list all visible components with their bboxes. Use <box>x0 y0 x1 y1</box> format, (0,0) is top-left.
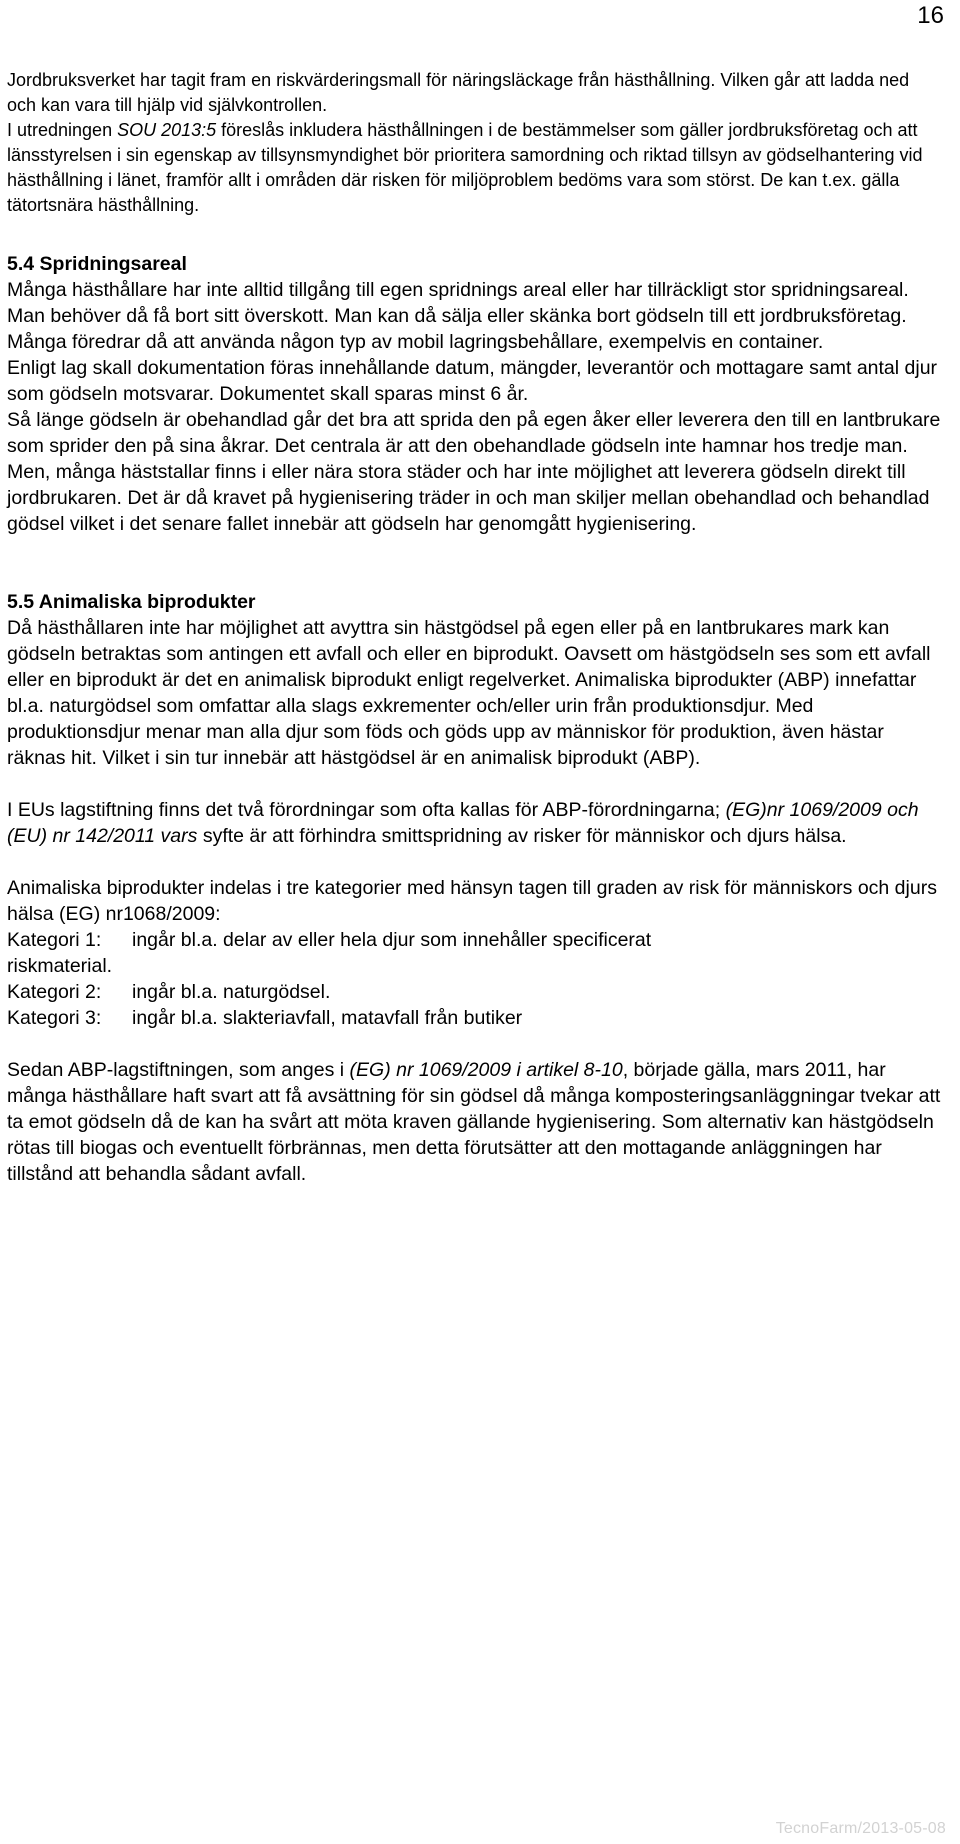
section-spridningsareal <box>7 251 942 537</box>
category-row <box>7 979 942 1005</box>
article-reference: (EG) nr 1069/2009 i artikel 8-10 <box>349 1059 623 1081</box>
category-text: ingår bl.a. naturgödsel. <box>132 981 331 1003</box>
biprodukter-paragraph-2-text-b: syfte är att förhindra smittspridning av risker för människor och djurs hälsa. <box>197 825 847 847</box>
section-heading-5-4: 5.4 Spridningsareal <box>7 253 187 275</box>
biprodukter-paragraph-4-text-a: Sedan ABP-lagstiftningen, som anges i <box>7 1059 350 1081</box>
biprodukter-paragraph-1: Då hästhållaren inte har möjlighet att avyttra sin hästgödsel på egen eller på en lantbrukares mark kan gödseln betraktas som antingen ett avfall och eller en biprodukt. Oavsett om hästgödseln ses som ett avfall eller en biprodukt är det en animalisk biprodukt enligt regelverket. Animaliska biprodukter (ABP) innefattar bl.a. naturgödsel som omfattar alla slags exkrementer och/eller urin från produktionsdjur. Med produktionsdjur menar man alla djur som föds och göds upp av människor för produktion, även hästar räknas hit. Vilket i sin tur innebär att hästgödsel är en animalisk biprodukt (ABP). <box>7 617 931 769</box>
intro-paragraph-1: Jordbruksverket har tagit fram en riskvärderingsmall för näringsläckage från hästhållning. Vilken går att ladda ned och kan vara till hjälp vid självkontrollen. <box>7 70 910 115</box>
section-heading-5-5: 5.5 Animaliska biprodukter <box>7 591 256 613</box>
spridningsareal-paragraph-3: Så länge gödseln är obehandlad går det bra att sprida den på egen åker eller leverera den till en lantbrukare som sprider den på sina åkrar. Det centrala är att den obehandlade gödseln inte hamnar hos tredje man. Men, många häststallar finns i eller nära stora städer och har inte möjlighet att leverera gödseln direkt till jordbrukaren. Det är då kravet på hygienisering träder in och man skiljer mellan obehandlad och behandlad gödsel vilket i det senare fallet innebär att gödseln har genomgått hygienisering. <box>7 409 941 535</box>
category-text: ingår bl.a. delar av eller hela djur som innehåller specificerat <box>132 929 652 951</box>
page-number: 16 <box>917 2 944 29</box>
intro-paragraph-2 <box>7 118 942 218</box>
biprodukter-paragraph-4 <box>7 1057 942 1187</box>
category-label: Kategori 2: <box>7 981 102 1003</box>
biprodukter-paragraph-3: Animaliska biprodukter indelas i tre kategorier med hänsyn tagen till graden av risk för människors och djurs hälsa (EG) nr1068/2009: <box>7 877 937 925</box>
category-label: Kategori 3: <box>7 1007 102 1029</box>
document-body <box>7 68 942 1187</box>
section-animaliska-biprodukter <box>7 589 942 1187</box>
intro-paragraph-2-text-a: I utredningen <box>7 120 118 140</box>
category-text-continuation: riskmaterial. <box>7 955 113 977</box>
spridningsareal-paragraph-2: Enligt lag skall dokumentation föras innehållande datum, mängder, leverantör och mottagare samt antal djur som gödseln motsvarar. Dokumentet skall sparas minst 6 år. <box>7 357 938 405</box>
spridningsareal-paragraph-1: Många hästhållare har inte alltid tillgång till egen spridnings areal eller har tillräckligt stor spridningsareal. Man behöver då få bort sitt överskott. Man kan då sälja eller skänka bort gödseln till ett jordbruksföretag. Många föredrar då att använda någon typ av mobil lagringsbehållare, exempelvis en container. <box>7 279 909 353</box>
intro-paragraph-2-text-b: föreslås inkludera hästhållningen i de bestämmelser som gäller jordbruksföretag och att länsstyrelsen i sin egenskap av tillsynsmyndighet bör prioritera samordning och riktad tillsyn av gödselhantering vid hästhållning i länet, framför allt i områden där risken för miljöproblem bedöms vara som störst. De kan t.ex. gälla tätortsnära hästhållning. <box>7 120 923 215</box>
intro-section <box>7 68 942 218</box>
footer-watermark: TecnoFarm/2013-05-08 <box>775 1820 946 1837</box>
category-label: Kategori 1: <box>7 929 102 951</box>
category-list <box>7 927 942 1031</box>
category-row <box>7 927 942 953</box>
abp-regulation-reference: (EG)nr 1069/2009 och (EU) nr 142/2011 vars <box>7 799 919 847</box>
biprodukter-paragraph-2-text-a: I EUs lagstiftning finns det två förordningar som ofta kallas för ABP-förordningarna; <box>7 799 726 821</box>
category-row <box>7 1005 942 1031</box>
biprodukter-paragraph-2 <box>7 797 942 849</box>
sou-reference: SOU 2013:5 <box>117 120 217 140</box>
biprodukter-paragraph-4-text-b: , började gälla, mars 2011, har många hästhållare haft svart att få avsättning för sin gödsel då många komposteringsanläggningar tvekar att ta emot gödseln då de kan ha svårt att möta kraven gällande hygienisering. Som alternativ kan hästgödseln rötas till biogas och eventuellt förbrännas, men detta förutsätter att den mottagande anläggningen har tillstånd att behandla sådant avfall. <box>7 1059 941 1185</box>
category-text: ingår bl.a. slakteriavfall, matavfall från butiker <box>132 1007 523 1029</box>
